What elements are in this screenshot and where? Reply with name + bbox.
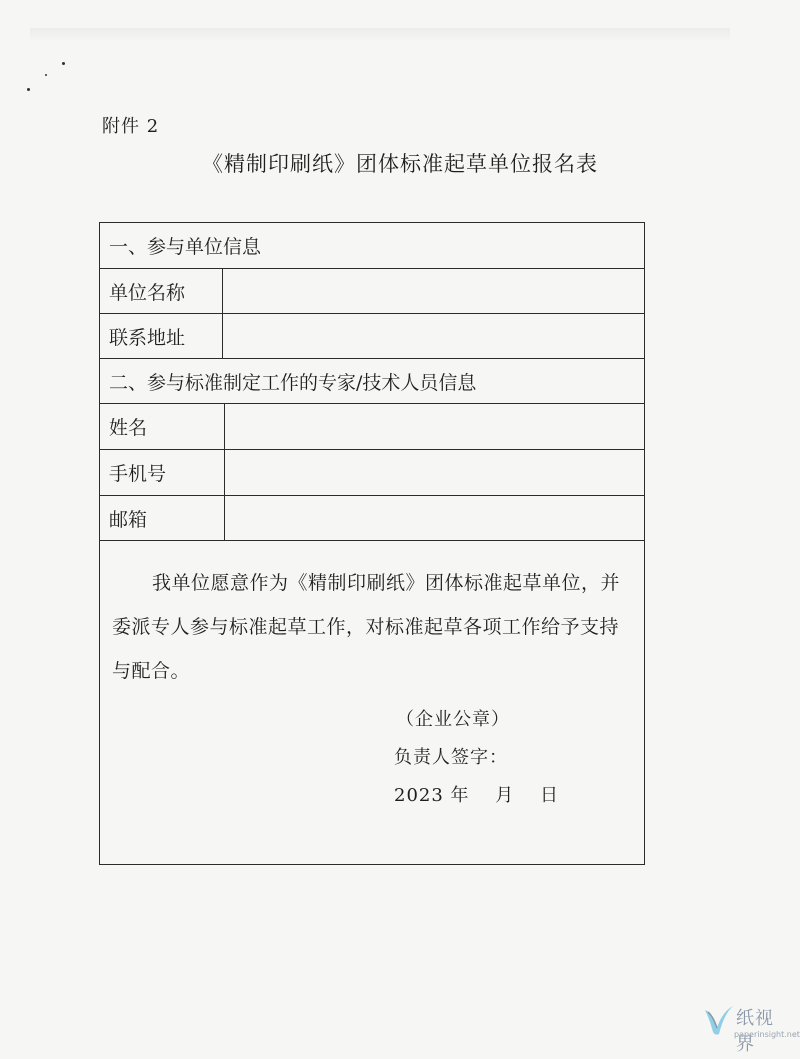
section1-heading-row [100, 223, 644, 269]
form-row-contact-address [100, 314, 644, 359]
unit-name-label-cell [100, 269, 223, 313]
watermark-v-icon [702, 1000, 736, 1040]
email-label-cell [100, 496, 225, 540]
commitment-statement: 我单位愿意作为《精制印刷纸》团体标准起草单位，并委派专人参与标准起草工作，对标准起草各项工作给予支持与配合。 [112, 572, 621, 682]
scan-speck [62, 62, 65, 65]
name-label: 姓名 [109, 417, 148, 439]
contact-address-label: 联系地址 [109, 326, 186, 349]
scan-speck [27, 88, 30, 91]
scan-shadow [30, 28, 730, 42]
phone-field[interactable] [225, 450, 644, 495]
document-title: 《精制印刷纸》团体标准起草单位报名表 [202, 152, 598, 176]
watermark-url: paperinsight.net [734, 1030, 800, 1039]
registration-form-table [99, 222, 645, 865]
date-label: 2023 年 月 日 [394, 785, 559, 806]
form-row-phone [100, 450, 644, 496]
phone-label: 手机号 [109, 463, 167, 485]
contact-address-field[interactable] [223, 314, 644, 358]
phone-label-cell [100, 450, 225, 495]
scan-speck [45, 74, 47, 76]
attachment-label: 附件 2 [102, 116, 160, 137]
form-row-email [100, 496, 644, 541]
name-field[interactable] [225, 404, 644, 449]
section2-heading-row [100, 359, 644, 404]
seal-label: （企业公章） [396, 709, 510, 730]
unit-name-field[interactable] [223, 269, 644, 313]
watermark-brand: 纸视界 [736, 1008, 774, 1055]
contact-address-label-cell [100, 314, 223, 358]
form-row-name [100, 404, 644, 450]
watermark-logo [702, 1000, 800, 1055]
email-field[interactable] [225, 496, 644, 540]
section2-heading: 二、参与标准制定工作的专家/技术人员信息 [109, 371, 477, 394]
form-row-unit-name [100, 269, 644, 314]
name-label-cell [100, 404, 225, 449]
signature-label: 负责人签字： [394, 747, 508, 768]
section1-heading: 一、参与单位信息 [109, 236, 262, 258]
unit-name-label: 单位名称 [109, 281, 186, 304]
email-label: 邮箱 [109, 508, 148, 531]
